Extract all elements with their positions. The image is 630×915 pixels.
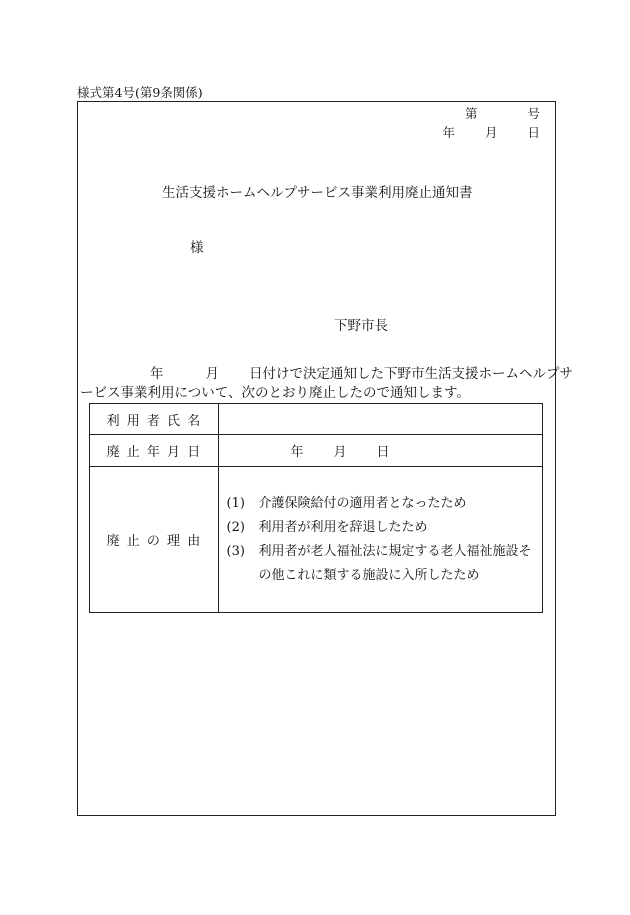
list-item[interactable] bbox=[227, 540, 543, 588]
form-label: 様式第4号(第9条関係) bbox=[77, 85, 203, 100]
doc-number-suffix: 号 bbox=[527, 106, 540, 121]
table-row bbox=[90, 467, 543, 613]
reason-text: 利用者が利用を辞退したため bbox=[258, 519, 428, 535]
reason-text: 介護保険給付の適用者となったため bbox=[258, 495, 467, 511]
doc-date-month: 月 bbox=[484, 125, 498, 140]
abolish-date-field[interactable] bbox=[218, 435, 543, 467]
reason-list bbox=[219, 492, 543, 588]
issuer: 下野市長 bbox=[334, 318, 388, 334]
body-line-1 bbox=[82, 365, 573, 384]
body-line-2: ービス事業利用について、次のとおり廃止したので通知します。 bbox=[80, 385, 470, 401]
reason-label: 廃止の理由 bbox=[90, 467, 219, 613]
body-paragraph bbox=[80, 365, 573, 403]
abolish-date-month: 月 bbox=[333, 445, 347, 460]
table-row bbox=[90, 404, 543, 435]
reason-number: (1) bbox=[226, 495, 245, 511]
document-number bbox=[465, 104, 540, 122]
abolish-date-year: 年 bbox=[290, 445, 304, 460]
abolish-date-day: 日 bbox=[376, 445, 390, 460]
reason-text: 利用者が老人福祉法に規定する老人福祉施設その他これに類する施設に入所したため bbox=[258, 543, 532, 583]
doc-date-year: 年 bbox=[442, 125, 455, 140]
body-year: 年 bbox=[150, 366, 164, 382]
user-name-label: 利用者氏名 bbox=[90, 404, 219, 435]
document-title: 生活支援ホームヘルプサービス事業利用廃止通知書 bbox=[162, 185, 473, 201]
doc-date-day: 日 bbox=[527, 125, 540, 140]
body-line1-rest: 日付けで決定通知した下野市生活支援ホームヘルプサ bbox=[249, 366, 573, 382]
body-month: 月 bbox=[205, 366, 219, 382]
abolish-date-label: 廃止年月日 bbox=[90, 435, 219, 467]
reason-number: (3) bbox=[226, 543, 245, 559]
reason-field bbox=[218, 467, 543, 613]
list-item[interactable] bbox=[227, 492, 543, 516]
info-table bbox=[89, 403, 543, 613]
list-item[interactable] bbox=[227, 516, 543, 540]
addressee-suffix: 様 bbox=[190, 240, 204, 256]
document-date bbox=[442, 123, 540, 141]
user-name-field[interactable] bbox=[218, 404, 543, 435]
doc-number-prefix: 第 bbox=[464, 106, 478, 121]
reason-number: (2) bbox=[226, 519, 245, 535]
table-row bbox=[90, 435, 543, 467]
